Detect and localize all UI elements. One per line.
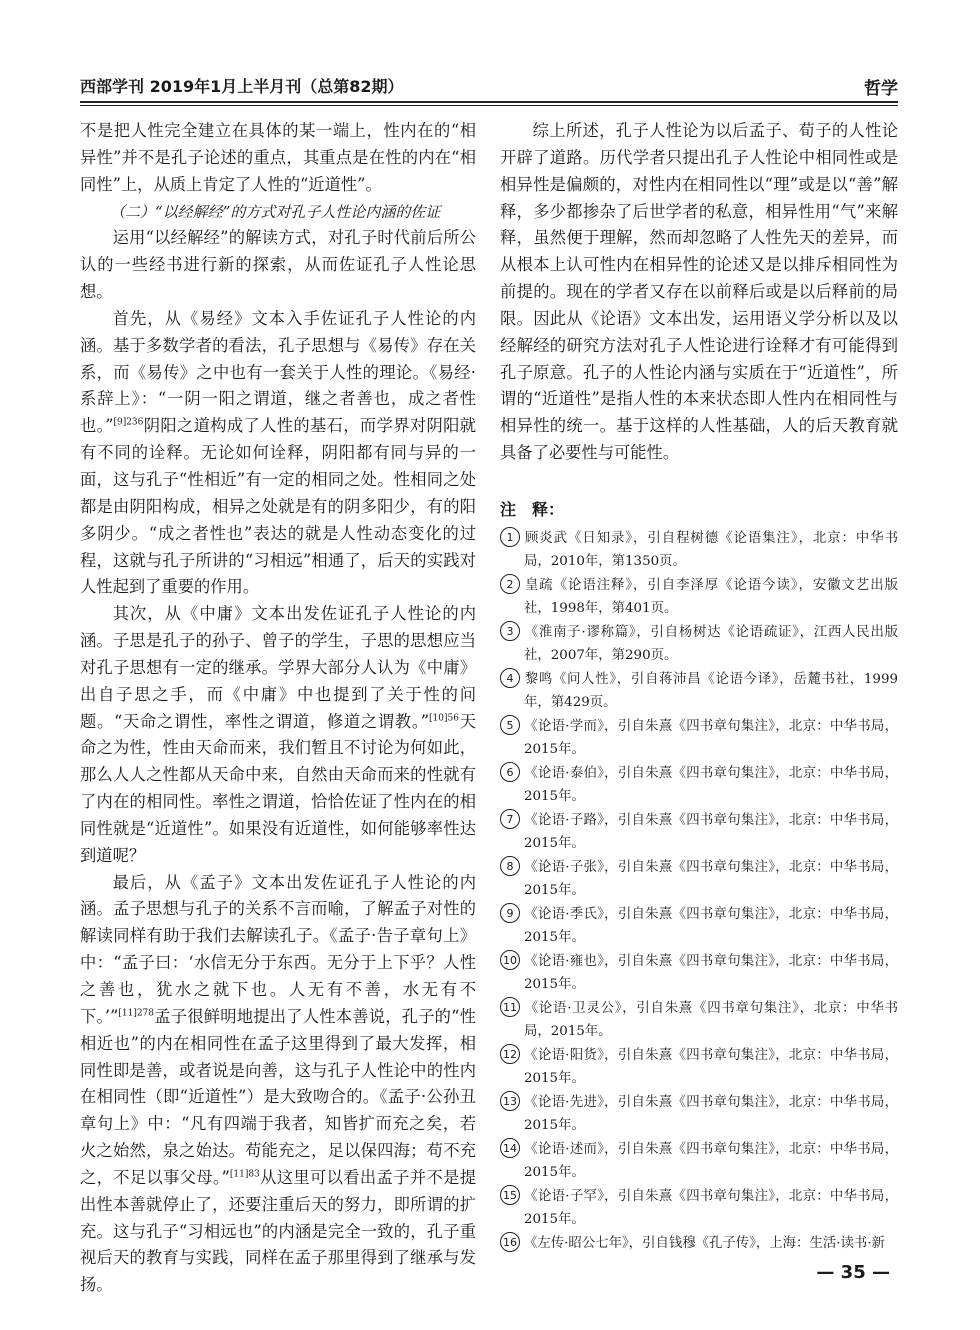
note-item [500, 1138, 898, 1185]
note-item [500, 856, 898, 903]
note-text: 《论语·卫灵公》，引自朱熹《四书章句集注》，北京：中华书局，2015年。 [524, 1000, 898, 1040]
section-label: 哲学 [864, 79, 898, 99]
citation-ref: [11]83 [229, 1169, 260, 1180]
note-number: 2 [500, 574, 520, 594]
left-column [80, 118, 476, 1299]
note-text: 《论语·泰伯》，引自朱熹《四书章句集注》，北京：中华书局，2015年。 [524, 765, 898, 805]
note-item [500, 903, 898, 950]
note-item [500, 1185, 898, 1232]
note-text: 《论语·阳货》，引自朱熹《四书章句集注》，北京：中华书局，2015年。 [524, 1047, 898, 1087]
paragraph: 不是把人性完全建立在具体的某一端上，性内在的“相异性”并不是孔子论述的重点，其重点是在性的内在“相同性”上，从质上肯定了人性的“近道性”。 [80, 121, 476, 194]
notes-list [500, 527, 898, 1256]
note-number: 13 [500, 1091, 520, 1111]
paragraph-yijing [80, 306, 476, 601]
note-number: 15 [500, 1185, 520, 1205]
note-number: 7 [500, 809, 520, 829]
right-column [500, 118, 898, 1255]
note-text: 《论语·先进》，引自朱熹《四书章句集注》，北京：中华书局，2015年。 [524, 1094, 898, 1134]
running-header [80, 72, 898, 100]
note-item [500, 1044, 898, 1091]
text-run: 天命之为性，性由天命而来，我们暂且不讨论为何如此，那么人人之性都从天命中来，自然由天命而来的性就有了内在的相同性。率性之谓道，恰恰佐证了性内在的相同性就是“近道性”。如果没有近道性，如何能够率性达到道呢？ [80, 711, 476, 865]
note-item [500, 668, 898, 715]
citation-ref: [9]236 [113, 417, 144, 428]
citation-ref: [11]278 [118, 1008, 155, 1019]
text-run: 阴阳之道构成了人性的基石，而学界对阴阳就有不同的诠释。无论如何诠释，阴阳都有同与异的一面，这与孔子“性相近”有一定的相同之处。性相同之处都是由阴阳构成，相异之处就是有的阴多阳少，有的阳多阴少。“成之者性也”表达的就是人性动态变化的过程，这就与孔子所讲的“习相远”相通了，后天的实践对人性起到了重要的作用。 [80, 416, 476, 597]
text-run: 从这里可以看出孟子并不是提出性本善就停止了，还要注重后天的努力，即所谓的扩充。这与孔子“习相远也”的内涵是完全一致的，孔子重视后天的教育与实践，同样在孟子那里得到了继承与发扬。 [80, 1167, 476, 1295]
note-number: 5 [500, 715, 520, 735]
note-text: 皇疏《论语注释》，引自李泽厚《论语今读》，安徽文艺出版社，1998年，第401页。 [524, 577, 898, 617]
note-text: 《左传·昭公七年》，引自钱穆《孔子传》，上海：生活·读书·新 [524, 1235, 885, 1251]
note-text: 《淮南子·谬称篇》，引自杨树达《论语疏证》，江西人民出版社，2007年，第290页。 [524, 624, 898, 664]
note-text: 《论语·述而》，引自朱熹《四书章句集注》，北京：中华书局，2015年。 [524, 1141, 898, 1181]
note-number: 8 [500, 856, 520, 876]
note-item [500, 574, 898, 621]
note-text: 《论语·季氏》，引自朱熹《四书章句集注》，北京：中华书局，2015年。 [524, 906, 898, 946]
header-rule [80, 101, 898, 103]
text-run: 最后，从《孟子》文本出发佐证孔子人性论的内涵。孟子思想与孔子的关系不言而喻，了解孟子对性的解读同样有助于我们去解读孔子。《孟子·告子章句上》中：“孟子曰：‘水信无分于东西。无分于上下乎？人性之善也，犹水之就下也。人无有不善，水无有不下。’” [80, 872, 476, 1026]
header-rule-thin [80, 105, 898, 106]
page-number: — 35 — [816, 1262, 890, 1283]
note-number: 11 [500, 997, 520, 1017]
note-number: 10 [500, 950, 520, 970]
note-text: 《论语·学而》，引自朱熹《四书章句集注》，北京：中华书局，2015年。 [524, 718, 898, 758]
section-subheading: （二）“以经解经”的方式对孔子人性论内涵的佐证 [110, 202, 441, 221]
note-number: 3 [500, 621, 520, 641]
journal-title: 西部学刊 2019年1月上半月刊（总第82期） [80, 77, 404, 96]
note-text: 《论语·子路》，引自朱熹《四书章句集注》，北京：中华书局，2015年。 [524, 812, 898, 852]
note-text: 《论语·雍也》，引自朱熹《四书章句集注》，北京：中华书局，2015年。 [524, 953, 898, 993]
note-item [500, 1091, 898, 1138]
note-item [500, 762, 898, 809]
note-number: 9 [500, 903, 520, 923]
conclusion-paragraph: 综上所述，孔子人性论为以后孟子、荀子的人性论开辟了道路。历代学者只提出孔子人性论中相同性或是相异性是偏颇的，对性内在相同性以“理”或是以“善”解释，多少都掺杂了后世学者的私意，相异性用“气”来解释，虽然便于理解，然而却忽略了人性先天的差异，而从根本上认可性内在相异性的论述又是以排斥相同性为前提的。现在的学者又存在以前释后或是以后释前的局限。因此从《论语》文本出发，运用语义学分析以及以经解经的研究方法对孔子人性论进行诠释才有可能得到孔子原意。孔子的人性论内涵与实质在于“近道性”，所谓的“近道性”是指人性的本来状态即人性内在相同性与相异性的统一。基于这样的人性基础，人的后天教育就具备了必要性与可能性。 [500, 121, 898, 463]
note-text: 顾炎武《日知录》，引自程树德《论语集注》，北京：中华书局，2010年，第1350页。 [524, 530, 898, 570]
text-run: 孟子很鲜明地提出了人性本善说，孔子的“性相近也”的内在相同性在孟子这里得到了最大发挥，相同性即是善，或者说是向善，这与孔子人性论中的性内在相同性（即“近道性”）是大致吻合的。《孟子·公孙丑章句上》中：“凡有四端于我者，知皆扩而充之矣，若火之始然，泉之始达。苟能充之，足以保四海；苟不充之，不足以事父母。” [80, 1006, 477, 1187]
note-text: 《论语·子张》，引自朱熹《四书章句集注》，北京：中华书局，2015年。 [524, 859, 898, 899]
note-number: 4 [500, 668, 520, 688]
note-item [500, 621, 898, 668]
note-text: 黎鸣《问人性》，引自蒋沛昌《论语今译》，岳麓书社，1999年，第429页。 [524, 671, 898, 711]
paragraph: 运用“以经解经”的解读方式，对孔子时代前后所公认的一些经书进行新的探索，从而佐证孔子人性论思想。 [80, 228, 476, 302]
citation-ref: [10]56 [429, 713, 459, 724]
note-number: 12 [500, 1044, 520, 1064]
note-item [500, 809, 898, 856]
paragraph-mengzi [80, 870, 476, 1300]
note-number: 6 [500, 762, 520, 782]
paragraph-zhongyong [80, 601, 476, 869]
note-number: 16 [500, 1232, 520, 1252]
text-run: 首先，从《易经》文本入手佐证孔子人性论的内涵。基于多数学者的看法，孔子思想与《易传》存在关系，而《易传》之中也有一套关于人性的理论。《易经·系辞上》：“一阴一阳之谓道，继之者善也，成之者性也。” [80, 308, 476, 436]
note-item [500, 715, 898, 762]
note-text: 《论语·子罕》，引自朱熹《四书章句集注》，北京：中华书局，2015年。 [524, 1188, 898, 1228]
note-number: 1 [500, 527, 520, 547]
notes-heading: 注 释： [500, 499, 565, 519]
note-item [500, 1232, 898, 1256]
note-item [500, 950, 898, 997]
note-item [500, 527, 898, 574]
text-run: 其次，从《中庸》文本出发佐证孔子人性论的内涵。子思是孔子的孙子、曾子的学生，子思的思想应当对孔子思想有一定的继承。学界大部分人认为《中庸》出自子思之手，而《中庸》中也提到了关于性的问题。“天命之谓性，率性之谓道，修道之谓教。” [80, 604, 476, 731]
note-item [500, 997, 898, 1044]
note-number: 14 [500, 1138, 520, 1158]
